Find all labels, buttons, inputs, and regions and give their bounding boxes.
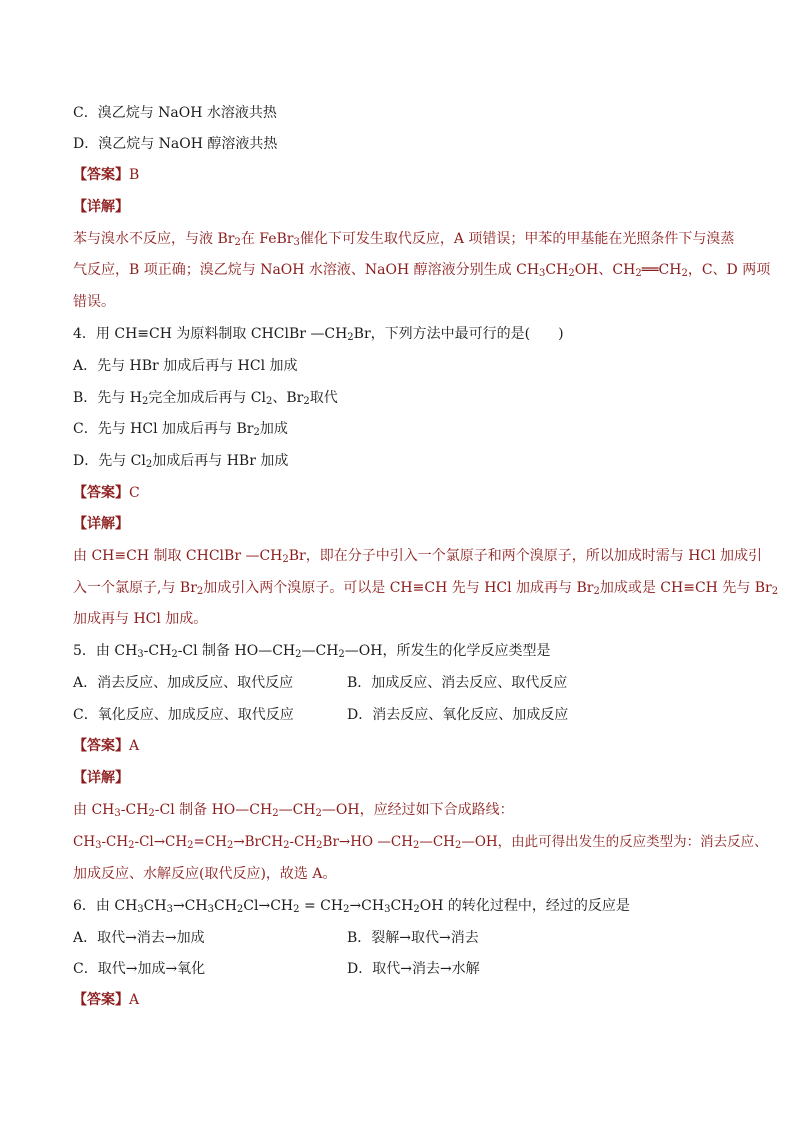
q4-option-d: D．先与 $Cl_2$加成后再与 HBr 加成 [73, 453, 289, 470]
q5-detail-label: 【详解】 [73, 770, 129, 786]
q3-answer [73, 165, 139, 185]
q3-option-d: D．溴乙烷与 NaOH 醇溶液共热 [73, 136, 278, 152]
q3-detail-line-2: 气反应，B 项正确；溴乙烷与 NaOH 水溶液、NaOH 醇溶液分别生成 $CH_3CH_2OH$、$CH_2══CH_2$，C、D 两项 [73, 262, 771, 279]
q5-detail-line-2: $CH_3-CH_2-Cl\to CH_2=CH_2\to BrCH_2-CH_2Br\to HO$ $—CH_2—CH_2—OH$，由此可得出发生的反应类型为：消去反应、 [73, 834, 768, 851]
q5-option-a: A．消去反应、加成反应、取代反应 [73, 675, 294, 691]
q3-detail-line-1: 苯与溴水不反应，与液 $Br_2$在 FeBr$_3$催化下可发生取代反应，A 项错误；甲苯的甲基能在光照条件下与溴蒸 [73, 231, 735, 248]
answer-label: 【答案】 [73, 992, 129, 1008]
q5-option-b: B．加成反应、消去反应、取代反应 [347, 675, 568, 691]
q4-detail-line-3: 加成再与 HCl 加成。 [73, 611, 208, 627]
q4-detail-line-2: 入一个氯原子,与 $Br_2$加成引入两个溴原子。可以是 CH≡CH 先与 HCl 加成再与 $Br_2$加成或是 CH≡CH 先与 $Br_2$ [73, 580, 779, 597]
q4-option-a: A．先与 HBr 加成后再与 HCl 加成 [73, 358, 298, 374]
q6-answer [73, 990, 139, 1010]
q5-stem: 5．由 $CH_3-CH_2-Cl$ 制备 $HO—CH_2—CH_2—OH$，所发生的化学反应类型是 [73, 643, 551, 660]
q6-option-c: C．取代→加成→氧化 [73, 961, 206, 977]
answer-value: A [129, 992, 140, 1008]
q4-answer [73, 483, 140, 503]
answer-label: 【答案】 [73, 167, 129, 183]
q3-detail-label: 【详解】 [73, 199, 129, 215]
q6-option-a: A．取代→消去→加成 [73, 930, 205, 946]
q4-option-c: C．先与 HCl 加成后再与 $Br_2$加成 [73, 421, 288, 438]
answer-label: 【答案】 [73, 485, 129, 501]
q5-detail-line-1: 由 $CH_3-CH_2-Cl$ 制备 $HO—CH_2—CH_2—OH$，应经过如下合成路线： [73, 802, 514, 819]
q6-option-b: B．裂解→取代→消去 [347, 930, 479, 946]
q4-detail-label: 【详解】 [73, 516, 129, 532]
answer-value: C [129, 485, 140, 501]
q6-stem: 6．由 $CH_3CH_3\to CH_3CH_2Cl\to CH_2 = CH_2\to CH_3CH_2OH$ 的转化过程中，经过的反应是 [73, 898, 630, 915]
q3-option-c: C．溴乙烷与 NaOH 水溶液共热 [73, 105, 277, 121]
q5-option-c: C．氧化反应、加成反应、取代反应 [73, 707, 294, 723]
q6-option-d: D．取代→消去→水解 [347, 961, 480, 977]
q4-option-b: B．先与 $H_2$完全加成后再与 $Cl_2$、$Br_2$取代 [73, 390, 338, 407]
answer-value: B [129, 167, 140, 183]
q5-detail-line-3: 加成反应、水解反应(取代反应)，故选 A。 [73, 866, 337, 882]
q5-answer [73, 736, 139, 756]
q4-detail-line-1: 由 CH≡CH 制取 CHClBr $—CH_2Br$，即在分子中引入一个氯原子和两个溴原子，所以加成时需与 HCl 加成引 [73, 548, 763, 565]
q5-option-d: D．消去反应、氧化反应、加成反应 [347, 707, 569, 723]
q4-stem: 4．用 CH≡CH 为原料制取 CHClBr $—CH_2Br$，下列方法中最可行的是( ) [73, 326, 564, 343]
answer-label: 【答案】 [73, 738, 129, 754]
q3-detail-line-3: 错误。 [73, 294, 115, 310]
answer-value: A [129, 738, 140, 754]
